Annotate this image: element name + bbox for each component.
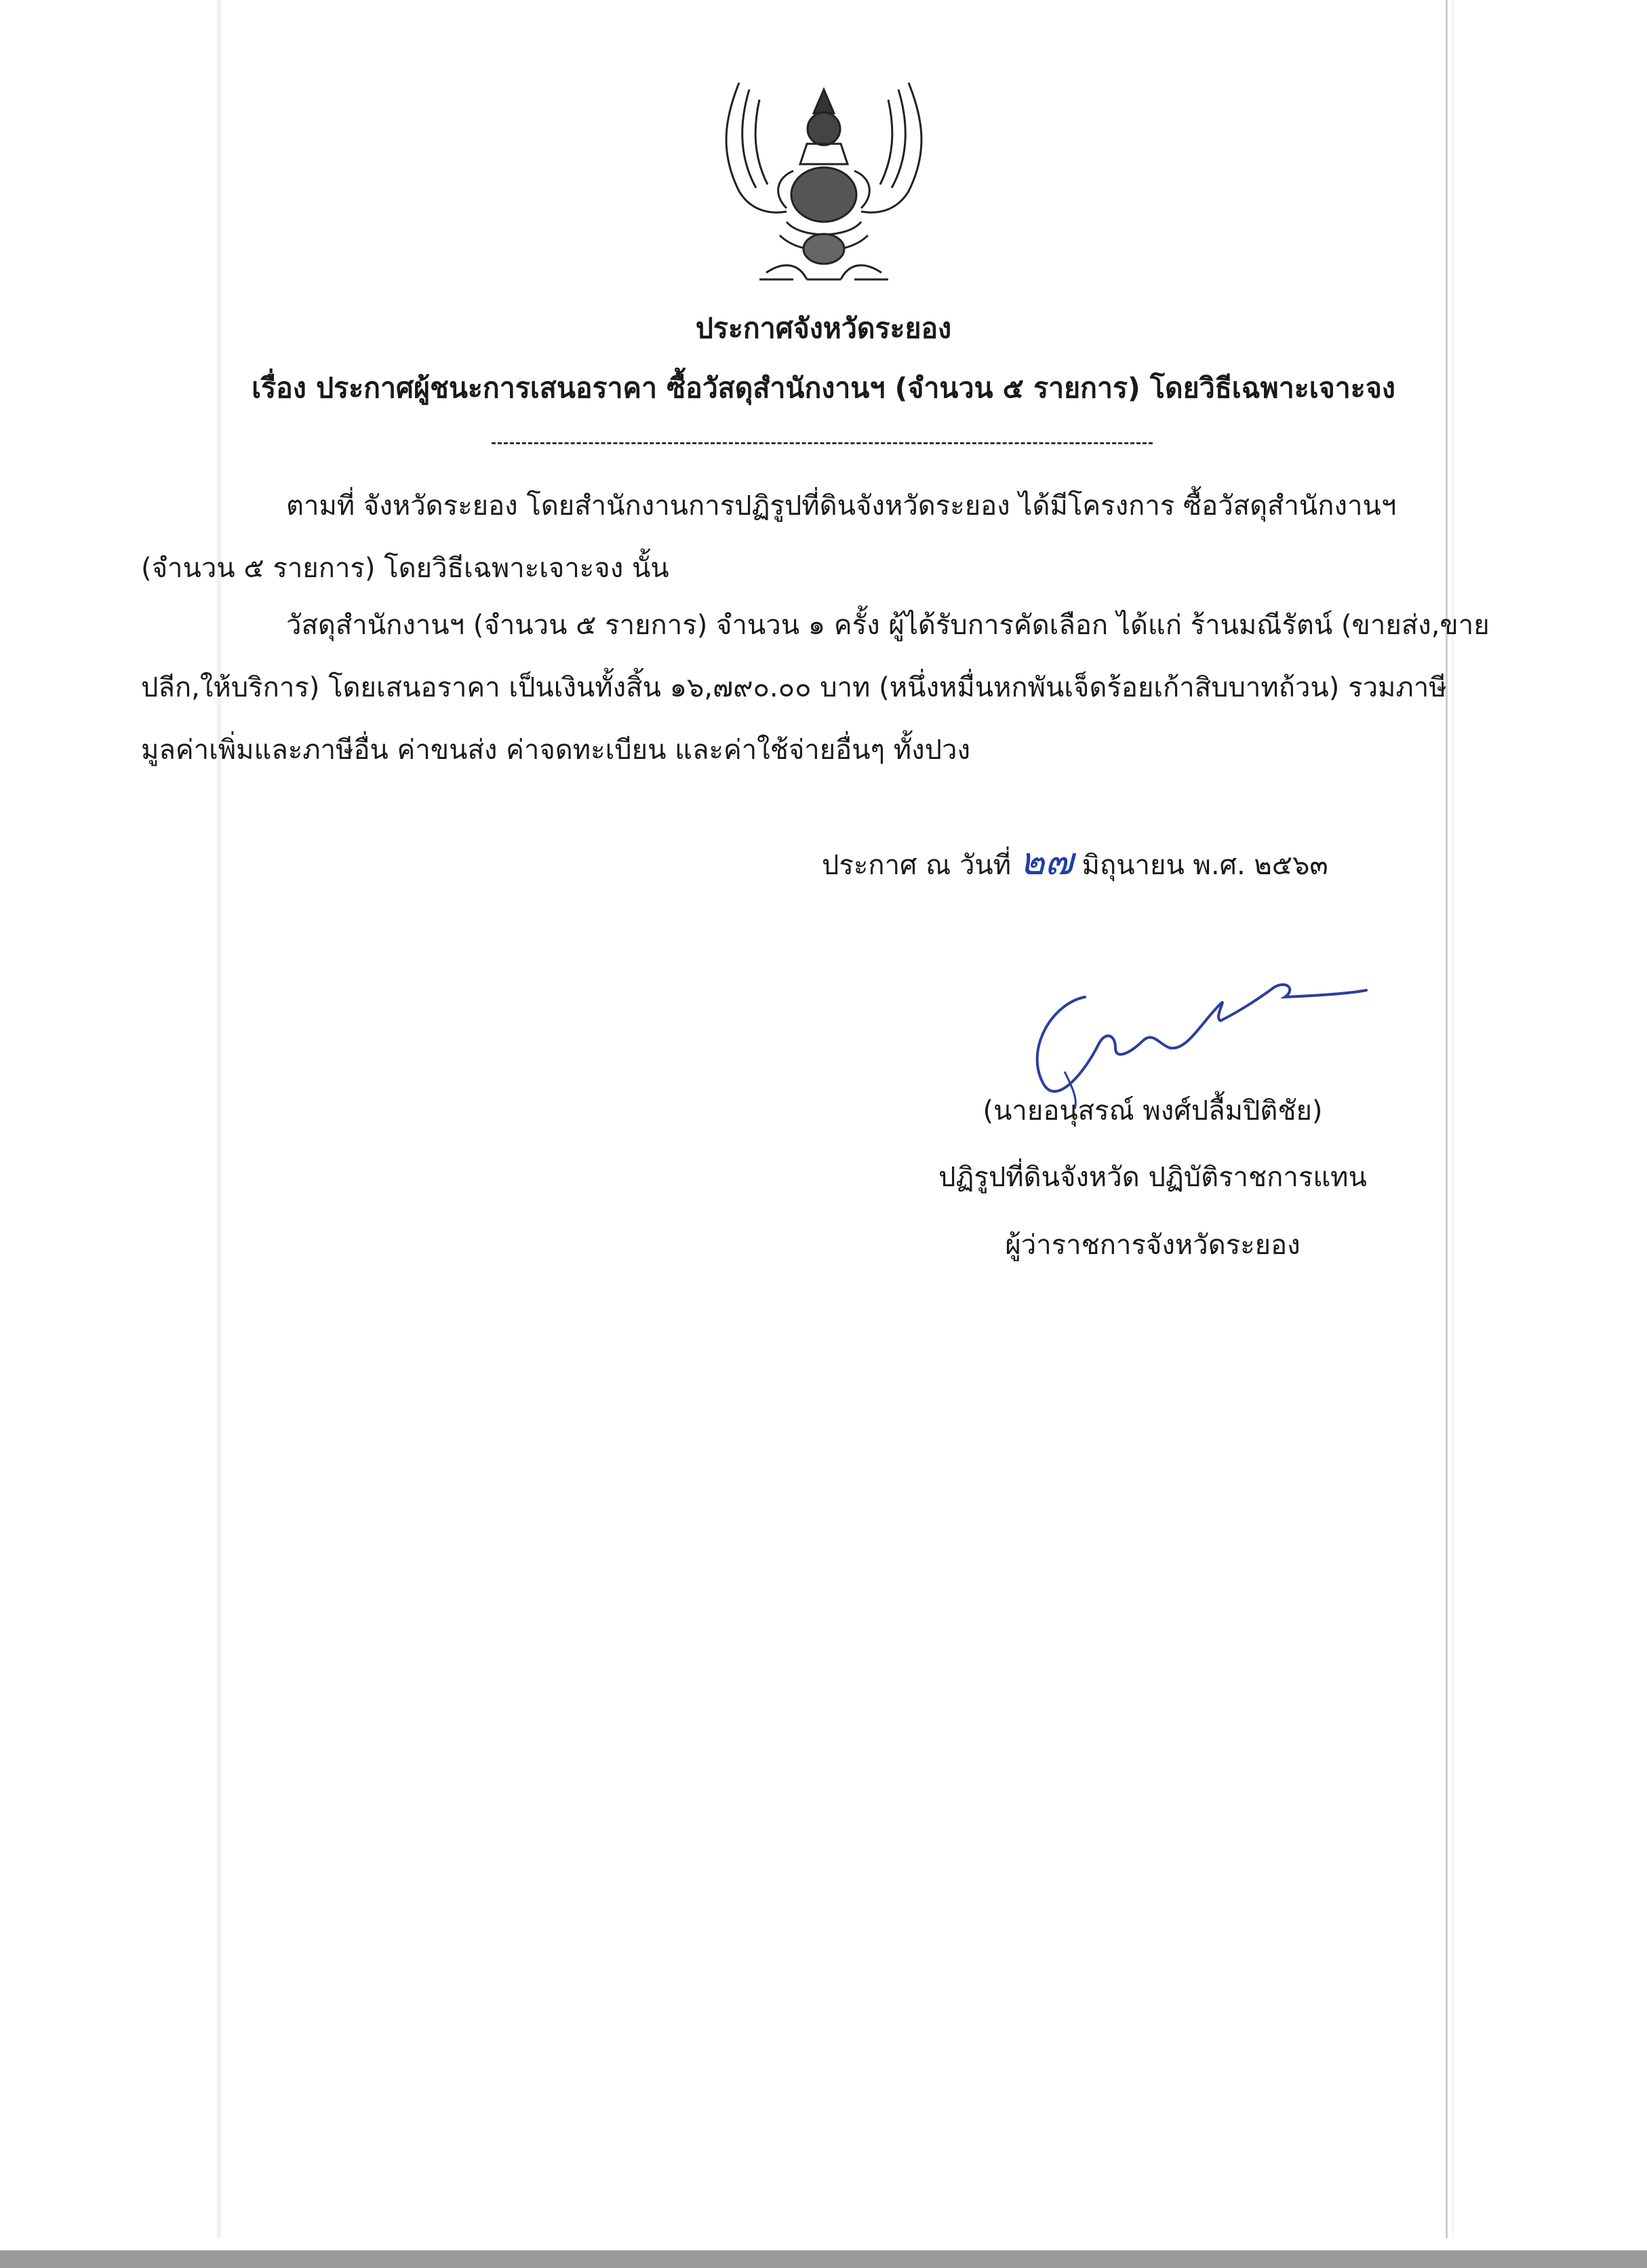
document-title: ประกาศจังหวัดระยอง bbox=[695, 312, 952, 345]
signer-on-behalf: ผู้ว่าราชการจังหวัดระยอง bbox=[1005, 1230, 1301, 1261]
garuda-emblem-icon bbox=[712, 76, 936, 294]
document-subject: เรื่อง ประกาศผู้ชนะการเสนอราคา ซื้อวัสดุสำนักงานฯ (จำนวน ๕ รายการ) โดยวิธีเฉพาะเจาะจง bbox=[252, 372, 1395, 404]
date-prefix: ประกาศ ณ วันที่ bbox=[822, 850, 1012, 881]
body-paragraph-2: วัสดุสำนักงานฯ (จำนวน ๕ รายการ) จำนวน ๑ ครั้ง ผู้ได้รับการคัดเลือก ได้แก่ ร้านมณีรัตน์ (ขายส่ง,ขายปลีก,ให้บริการ) โดยเสนอราคา เป็นเงินทั้งสิ้น ๑๖,๗๙๐.๐๐ บาท (หนึ่งหมื่นหกพันเจ็ดร้อยเก้าสิบบาทถ้วน) รวมภาษีมูลค่าเพิ่มและภาษีอื่น ค่าขนส่ง ค่าจดทะเบียน และค่าใช้จ่ายอื่นๆ ทั้งปวง bbox=[141, 610, 1490, 766]
dashed-divider bbox=[492, 442, 1153, 444]
body-paragraph-1: ตามที่ จังหวัดระยอง โดยสำนักงานการปฏิรูปที่ดินจังหวัดระยอง ได้มีโครงการ ซื้อวัสดุสำนักงานฯ (จำนวน ๕ รายการ) โดยวิธีเฉพาะเจาะจง นั้น bbox=[141, 490, 1397, 584]
scan-bottom-edge bbox=[0, 2250, 1647, 2268]
signer-name: (นายอนุสรณ์ พงศ์ปลื้มปิติชัย) bbox=[983, 1095, 1323, 1127]
date-day-handwritten: ๒๗ bbox=[1019, 840, 1073, 884]
signer-position: ปฏิรูปที่ดินจังหวัด ปฏิบัติราชการแทน bbox=[938, 1162, 1367, 1193]
date-month-year: มิถุนายน พ.ศ. ๒๕๖๓ bbox=[1082, 850, 1328, 881]
announcement-date bbox=[822, 831, 1328, 891]
